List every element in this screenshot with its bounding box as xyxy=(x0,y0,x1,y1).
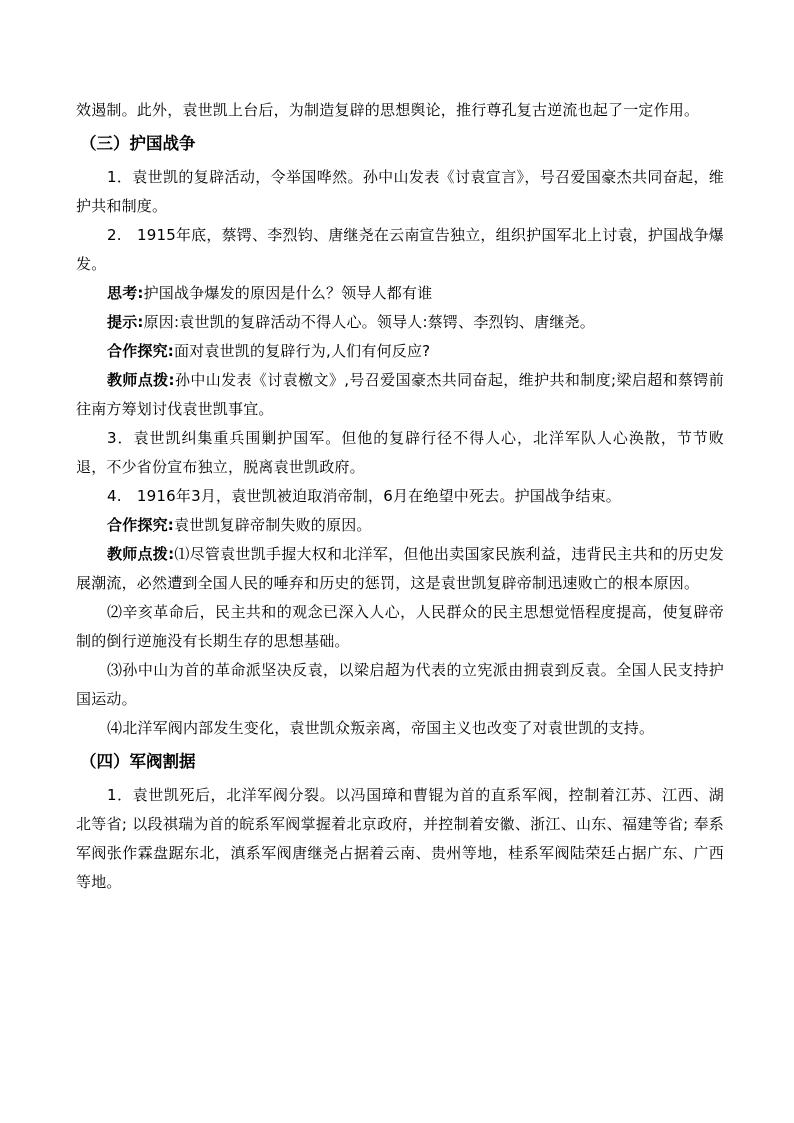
think-label: 思考: xyxy=(107,284,144,302)
teacher-guidance-1 xyxy=(76,366,724,424)
warlords-paragraph-1: 1．袁世凯死后，北洋军阀分裂。以冯国璋和曹锟为首的直系军阀，控制着江苏、江西、湖北等省; 以段祺瑞为首的皖系军阀掌握着北京政府，并控制着安徽、浙江、山东、福建等省; 奉系军阀张作霖盘踞东北，滇系军阀唐继尧占据着云南、贵州等地，桂系军阀陆荣廷占据广东、广西等地。 xyxy=(76,786,724,891)
coop1-text: 面对袁世凯的复辟行为,人们有何反应? xyxy=(174,342,431,360)
hint-paragraph xyxy=(76,308,724,337)
cooperative-inquiry-2 xyxy=(76,511,724,540)
think-paragraph xyxy=(76,279,724,308)
teacher2-label: 教师点拨: xyxy=(107,545,175,563)
teacher-guidance-2 xyxy=(76,540,724,598)
coop2-text: 袁世凯复辟帝制失败的原因。 xyxy=(174,516,372,534)
coop2-label: 合作探究: xyxy=(107,516,174,534)
teacher2-text: ⑴尽管袁世凯手握大权和北洋军，但他出卖国家民族利益，违背民主共和的历史发展潮流，必然遭到全国人民的唾弃和历史的惩罚，这是袁世凯复辟帝制迅速败亡的根本原因。 xyxy=(76,545,724,592)
teacher1-label: 教师点拨: xyxy=(107,371,175,389)
cooperative-inquiry-1 xyxy=(76,337,724,366)
paragraph-3: 3．袁世凯纠集重兵围剿护国军。但他的复辟行径不得人心，北洋军队人心涣散，节节败退，不少省份宣布独立，脱离袁世凯政府。 xyxy=(76,429,724,476)
intro-paragraph: 效遏制。此外，袁世凯上台后，为制造复辟的思想舆论，推行尊孔复古逆流也起了一定作用。 xyxy=(76,101,700,119)
reason-2: ⑵辛亥革命后，民主共和的观念已深入人心，人民群众的民主思想觉悟程度提高，使复辟帝制的倒行逆施没有长期生存的思想基础。 xyxy=(76,603,724,650)
paragraph-2: 2. 1915年底，蔡锷、李烈钧、唐继尧在云南宣告独立，组织护国军北上讨袁，护国战争爆发。 xyxy=(76,226,724,273)
paragraph-4: 4. 1916年3月，袁世凯被迫取消帝制，6月在绝望中死去。护国战争结束。 xyxy=(107,487,621,505)
coop1-label: 合作探究: xyxy=(107,342,174,360)
think-text: 护国战争爆发的原因是什么？领导人都有谁 xyxy=(143,284,433,302)
section-heading-warlords: （四）军阀割据 xyxy=(80,752,196,771)
section-heading-huguo-war: （三）护国战争 xyxy=(80,134,196,153)
reason-3: ⑶孙中山为首的革命派坚决反袁，以梁启超为代表的立宪派由拥袁到反袁。全国人民支持护国运动。 xyxy=(76,661,724,708)
paragraph-1: 1．袁世凯的复辟活动，令举国哗然。孙中山发表《讨袁宣言》，号召爱国豪杰共同奋起，维护共和制度。 xyxy=(76,168,724,215)
teacher1-text: 孙中山发表《讨袁檄文》,号召爱国豪杰共同奋起，维护共和制度;梁启超和蔡锷前往南方筹划讨伐袁世凯事宜。 xyxy=(76,371,724,418)
reason-4: ⑷北洋军阀内部发生变化，袁世凯众叛亲离，帝国主义也改变了对袁世凯的支持。 xyxy=(107,719,655,737)
hint-text: 原因:袁世凯的复辟活动不得人心。领导人:蔡锷、李烈钧、唐继尧。 xyxy=(143,313,595,331)
hint-label: 提示: xyxy=(107,313,144,331)
